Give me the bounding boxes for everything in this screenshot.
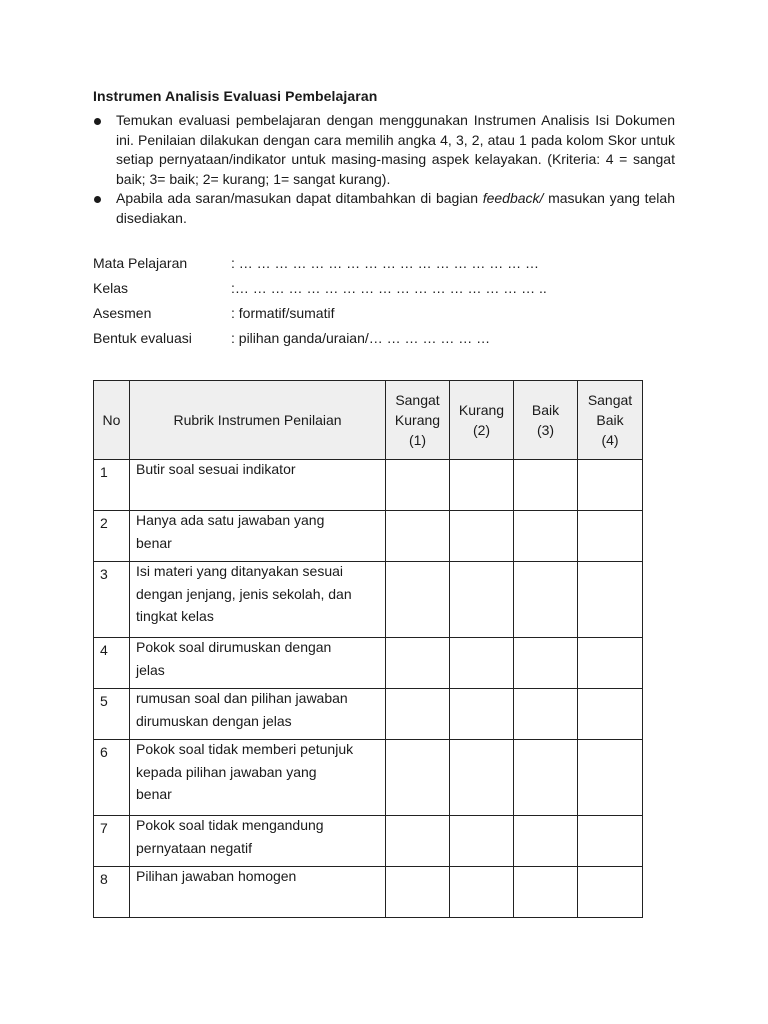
score-cell-4[interactable] [578, 740, 643, 816]
score-cell-4[interactable] [578, 562, 643, 638]
score-cell-1[interactable] [386, 689, 450, 740]
header-score-3: Baik (3) [514, 381, 578, 460]
criterion-line: Pokok soal dirumuskan dengan [136, 639, 332, 655]
criterion-line: Pokok soal tidak mengandung [136, 817, 324, 833]
meta-row-kelas [93, 278, 547, 303]
score-cell-4[interactable] [578, 638, 643, 689]
row-criterion [130, 562, 386, 638]
score-cell-4[interactable] [578, 460, 643, 511]
criterion-line: jelas [136, 661, 165, 678]
score-cell-2[interactable] [450, 689, 514, 740]
row-criterion [130, 638, 386, 689]
row-criterion [130, 511, 386, 562]
bullet-dot-icon [94, 118, 101, 125]
criterion-line: Isi materi yang ditanyakan sesuai [136, 563, 343, 579]
row-number: 3 [94, 562, 130, 638]
meta-label: Kelas [93, 280, 129, 296]
instruction-text-part: Apabila ada saran/masukan dapat ditambahkan di bagian [116, 190, 483, 206]
criterion-line: Hanya ada satu jawaban yang [136, 512, 325, 528]
instruction-emphasis: feedback/ [482, 190, 544, 206]
rubric-body [94, 460, 643, 918]
instruction-item [93, 189, 675, 228]
table-row [94, 511, 643, 562]
meta-value: : formatif/sumatif [231, 305, 335, 321]
score-cell-2[interactable] [450, 816, 514, 867]
score-cell-4[interactable] [578, 511, 643, 562]
criterion-line: benar [136, 534, 172, 551]
criterion-line: pernyataan negatif [136, 839, 252, 856]
score-cell-3[interactable] [514, 816, 578, 867]
row-number: 1 [94, 460, 130, 511]
row-criterion [130, 689, 386, 740]
row-criterion [130, 740, 386, 816]
instruction-list [93, 111, 675, 228]
score-cell-4[interactable] [578, 867, 643, 918]
score-cell-1[interactable] [386, 638, 450, 689]
table-row [94, 740, 643, 816]
score-cell-2[interactable] [450, 511, 514, 562]
score-cell-3[interactable] [514, 511, 578, 562]
table-header-row [94, 381, 643, 460]
header-score-2: Kurang (2) [450, 381, 514, 460]
score-cell-2[interactable] [450, 562, 514, 638]
meta-row-asesmen [93, 303, 547, 328]
row-number: 6 [94, 740, 130, 816]
meta-label: Asesmen [93, 305, 152, 321]
meta-value: : … … … … … … … … … … … … … … … … … [231, 255, 540, 271]
header-rubric: Rubrik Instrumen Penilaian [130, 381, 386, 460]
meta-label: Bentuk evaluasi [93, 330, 192, 346]
document-title: Instrumen Analisis Evaluasi Pembelajaran [93, 88, 378, 104]
meta-row-bentuk-evaluasi [93, 328, 547, 353]
meta-value: : pilihan ganda/uraian/… … … … … … … [231, 330, 491, 346]
score-cell-1[interactable] [386, 867, 450, 918]
meta-fields [93, 253, 547, 353]
header-score-1: Sangat Kurang (1) [386, 381, 450, 460]
score-cell-2[interactable] [450, 740, 514, 816]
table-row [94, 638, 643, 689]
instruction-text: Temukan evaluasi pembelajaran dengan menggunakan Instrumen Analisis Isi Dokumen ini. Penilaian dilakukan dengan cara memilih angka 4, 3, 2, atau 1 pada kolom Skor untuk setiap pernyataan/indikator untuk masing-masing aspek kelayakan. (Kriteria: 4 = sangat baik; 3= baik; 2= kurang; 1= sangat kurang). [116, 112, 675, 187]
score-cell-3[interactable] [514, 740, 578, 816]
header-no: No [94, 381, 130, 460]
criterion-line: Pilihan jawaban homogen [136, 868, 297, 884]
instruction-text-part: masukan yang telah disediakan. [116, 190, 675, 226]
row-criterion [130, 460, 386, 511]
table-row [94, 816, 643, 867]
table-row [94, 460, 643, 511]
row-number: 7 [94, 816, 130, 867]
table-row [94, 867, 643, 918]
score-cell-3[interactable] [514, 689, 578, 740]
criterion-line: rumusan soal dan pilihan jawaban [136, 690, 348, 706]
criterion-line: dirumuskan dengan jelas [136, 712, 292, 729]
score-cell-4[interactable] [578, 689, 643, 740]
meta-value: :… … … … … … … … … … … … … … … … … .. [231, 280, 547, 296]
score-cell-3[interactable] [514, 460, 578, 511]
score-cell-2[interactable] [450, 460, 514, 511]
score-cell-3[interactable] [514, 562, 578, 638]
row-criterion [130, 867, 386, 918]
row-criterion [130, 816, 386, 867]
row-number: 2 [94, 511, 130, 562]
score-cell-2[interactable] [450, 867, 514, 918]
criterion-line: benar [136, 786, 172, 802]
criterion-line: Butir soal sesuai indikator [136, 461, 296, 477]
row-number: 5 [94, 689, 130, 740]
header-score-4: Sangat Baik (4) [578, 381, 643, 460]
meta-row-mata-pelajaran [93, 253, 547, 278]
row-number: 4 [94, 638, 130, 689]
score-cell-1[interactable] [386, 740, 450, 816]
row-number: 8 [94, 867, 130, 918]
score-cell-1[interactable] [386, 562, 450, 638]
score-cell-1[interactable] [386, 511, 450, 562]
criterion-line: dengan jenjang, jenis sekolah, dan [136, 585, 352, 602]
table-row [94, 562, 643, 638]
table-row [94, 689, 643, 740]
criterion-line: tingkat kelas [136, 608, 214, 624]
score-cell-1[interactable] [386, 816, 450, 867]
rubric-table [93, 380, 643, 918]
score-cell-1[interactable] [386, 460, 450, 511]
criterion-line: kepada pilihan jawaban yang [136, 763, 317, 780]
score-cell-2[interactable] [450, 638, 514, 689]
bullet-dot-icon [94, 196, 101, 203]
meta-label: Mata Pelajaran [93, 255, 188, 271]
score-cell-3[interactable] [514, 638, 578, 689]
score-cell-3[interactable] [514, 867, 578, 918]
criterion-line: Pokok soal tidak memberi petunjuk [136, 741, 354, 757]
score-cell-4[interactable] [578, 816, 643, 867]
instruction-item [93, 111, 675, 189]
